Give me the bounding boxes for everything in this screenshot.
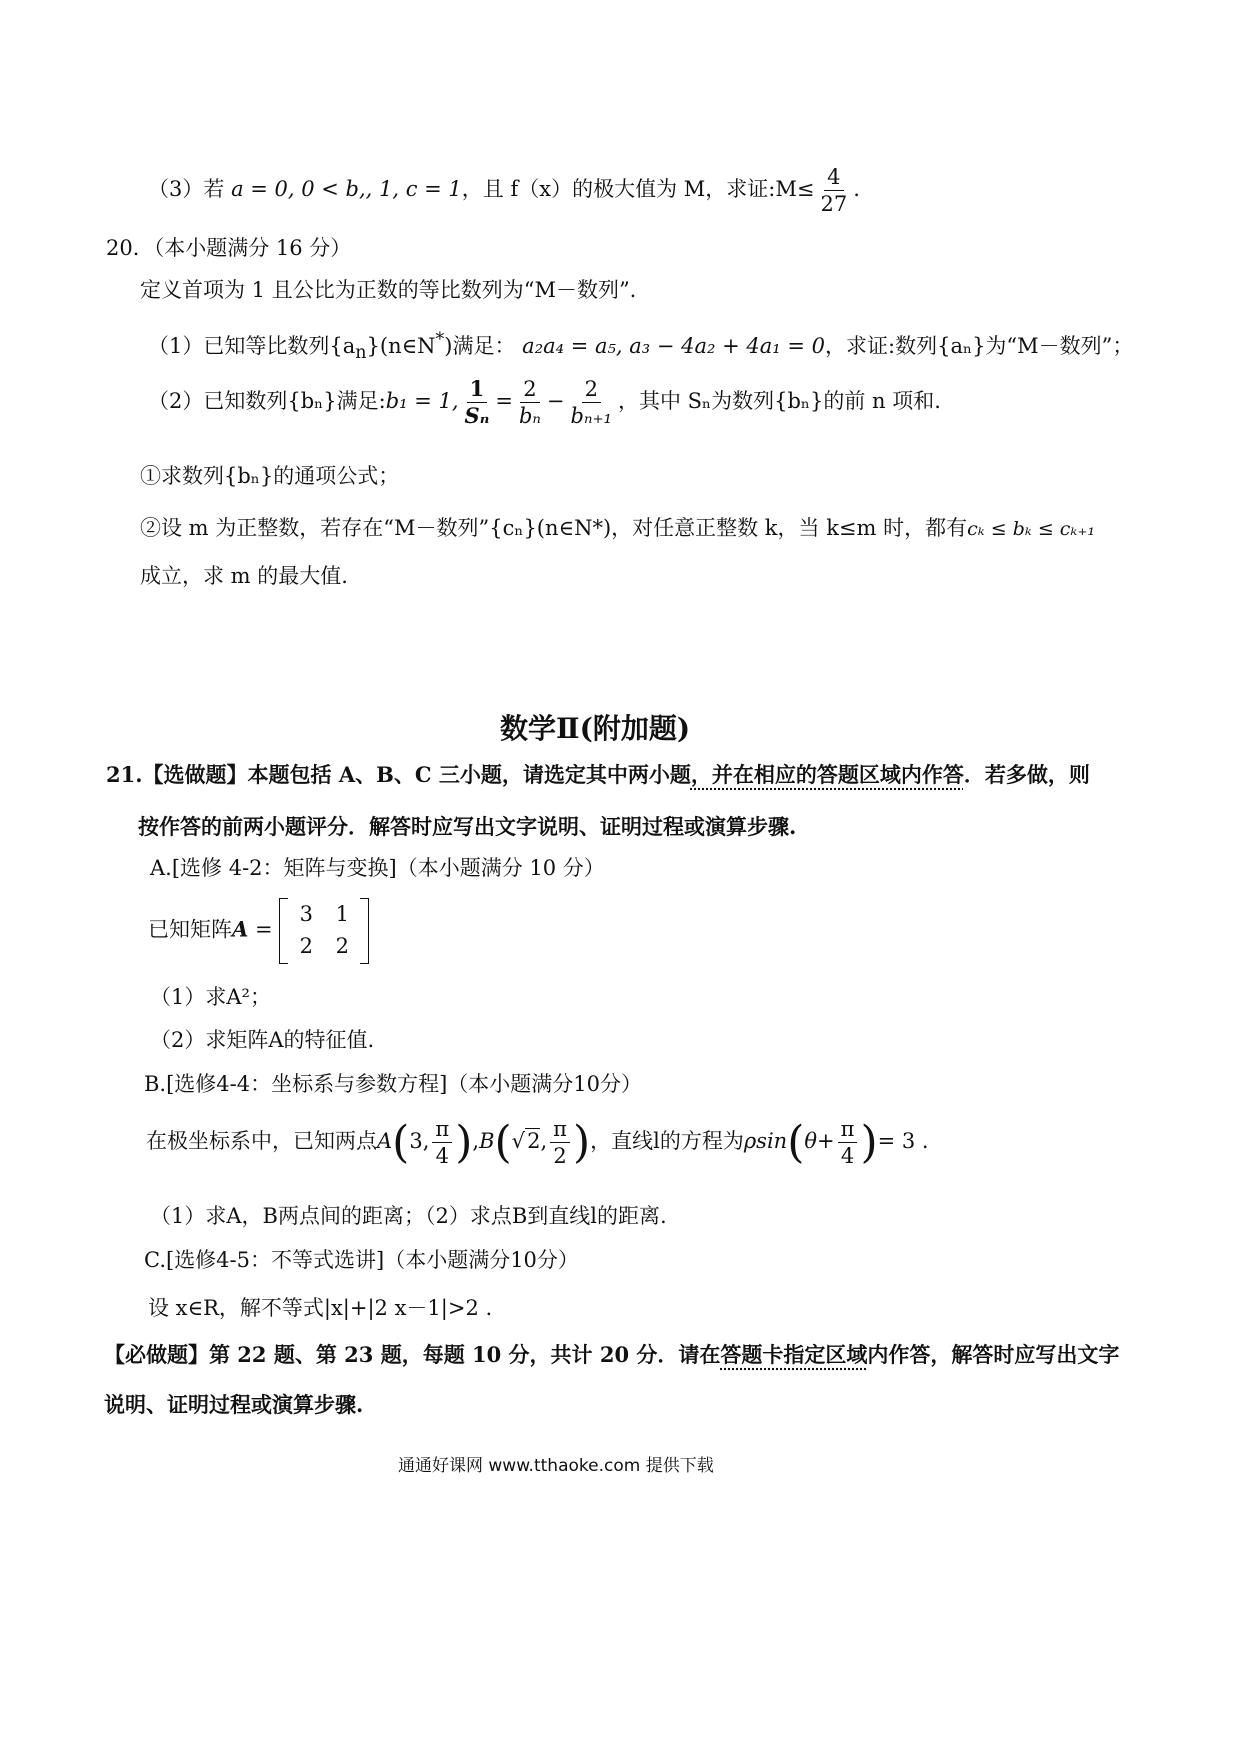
paren-open: ( [392, 1116, 410, 1168]
paren-close: ) [860, 1116, 878, 1168]
matrix-cell: 1 [335, 902, 349, 927]
q19-part3-end: . [853, 177, 860, 202]
q21-heading-main: 21.【选做题】本题包括 A、B、C 三小题，请选定其中两小题 [106, 762, 691, 787]
q21-B-line-frac [838, 1118, 858, 1167]
matrix-bracket-left [279, 898, 288, 964]
q21-B-line-text: ，直线l的方程为 [590, 1129, 744, 1154]
q21-B-point-A: A [377, 1129, 393, 1154]
q21-B-rho: ρsin [743, 1129, 788, 1154]
required-heading-tail: 内作答，解答时应写出文字 [867, 1342, 1120, 1367]
q20-p2-frac3 [568, 378, 615, 427]
q21-B-title: B.[选修4-4：坐标系与参数方程]（本小题满分10分） [144, 1072, 643, 1096]
frac-num: π [838, 1118, 858, 1143]
frac-den: 4 [435, 1144, 449, 1169]
q20-p2-b1: b₁ = 1, [385, 389, 459, 414]
q21-heading-emphasis: ，并在相应的答题区域内作答 [690, 762, 964, 787]
q21-heading-tail: ．若多做，则 [963, 762, 1090, 787]
q19-part3-statement: ，且 f（x）的极大值为 M，求证:M≤ [461, 177, 815, 202]
q20-sub2-pre: ②设 m 为正整数，若存在“M－数列”{cₙ}(n∈N*)，对任意正整数 k，当 k≤m 时，都有 [140, 516, 968, 540]
matrix-entries [288, 899, 360, 963]
q19-part3 [148, 166, 860, 215]
q20-sub2-inequality: cₖ ≤ bₖ ≤ cₖ₊₁ [967, 518, 1096, 540]
q20-p1-equation: a₂a₄ = a₅, a₃ − 4a₂ + 4a₁ = 0 [522, 334, 826, 358]
matrix-cell: 2 [335, 934, 349, 959]
q21-B-theta: θ+ [804, 1129, 835, 1154]
frac-num: π [432, 1118, 452, 1143]
q21-A-given: 已知矩阵A = 3 1 2 2 [148, 898, 369, 964]
q20-p2-frac1 [462, 378, 493, 427]
q21-B-A-frac [432, 1118, 452, 1167]
q20-sub2 [140, 516, 1095, 541]
q20-p1-sub: n [355, 343, 367, 364]
q20-p2-frac3-num: 2 [582, 378, 601, 403]
q21-B-sqrt-value: 2 [527, 1129, 541, 1154]
q20-p2-frac2-num: 2 [520, 378, 539, 403]
q21-A-given-text: 已知矩阵 [148, 917, 232, 942]
required-heading-emphasis: 答题卡指定区域 [720, 1342, 868, 1367]
paren-close: ) [455, 1116, 473, 1168]
matrix-cell: 2 [299, 934, 313, 959]
q20-p1-post: ，求证:数列{aₙ}为“M－数列”； [825, 334, 1134, 358]
page-footer: 通通好课网 www.tthaoke.com 提供下载 [398, 1456, 714, 1476]
q21-A-q2: （2）求矩阵A的特征值. [150, 1028, 375, 1052]
required-heading [104, 1342, 1119, 1367]
q21-C-title: C.[选修4-5：不等式选讲]（本小题满分10分） [144, 1248, 579, 1272]
q20-p1-mid: }(n∈N [366, 334, 436, 358]
required-heading-line2: 说明、证明过程或演算步骤. [104, 1392, 364, 1417]
q21-B-eq3: = 3 . [877, 1129, 929, 1154]
q21-A-symbol: A [232, 916, 249, 942]
q20-sub1: ①求数列{bₙ}的通项公式； [140, 464, 400, 488]
q19-part3-label: （3）若 [148, 177, 225, 202]
frac-num: π [550, 1118, 570, 1143]
q21-C-body: 设 x∈R，解不等式|x|+|2 x－1|>2 . [148, 1296, 493, 1320]
q21-heading [106, 762, 1090, 787]
q21-B-pre: 在极坐标系中，已知两点 [146, 1129, 377, 1154]
q19-frac-num: 4 [824, 166, 843, 191]
paren-open: ( [494, 1116, 512, 1168]
q19-frac-den: 27 [820, 192, 848, 217]
section-title: 数学Ⅱ(附加题) [500, 712, 691, 745]
q20-p1-sup: * [435, 330, 445, 350]
q20-p1-mid2: )满足： [444, 334, 516, 358]
q21-A-title: A.[选修 4-2：矩阵与变换]（本小题满分 10 分） [150, 856, 605, 880]
q21-A-q1: （1）求A²； [150, 985, 271, 1009]
q20-definition: 定义首项为 1 且公比为正数的等比数列为“M－数列”. [140, 278, 637, 302]
q20-p2-pre: （2）已知数列{bₙ}满足: [148, 389, 386, 414]
q19-part3-fraction [817, 166, 850, 215]
q20-p2-frac2-den: bₙ [518, 404, 541, 429]
q21-B-B-frac [550, 1118, 570, 1167]
q21-B-A-value: 3, [409, 1129, 430, 1154]
q20-part1 [148, 330, 1133, 364]
q20-sub2-end: 成立，求 m 的最大值. [140, 564, 348, 588]
q21-A-matrix [279, 898, 369, 964]
q20-header: 20．（本小题满分 16 分） [106, 236, 352, 260]
q21-B-given: 在极坐标系中，已知两点A(3, $\frac{\pi}{4}$ ),B(√2, $\frac{\pi}{2}$ )，直线l的方程为ρsin(θ+ $\frac{\pi}{4}$ )= 3 . [146, 1116, 929, 1169]
matrix-cell: 3 [299, 902, 313, 927]
frac-den: 2 [553, 1144, 567, 1169]
q20-p2-post: ，其中 Sₙ为数列{bₙ}的前 n 项和. [617, 389, 941, 414]
q20-p2-frac1-den: Sₙ [464, 403, 490, 429]
q21-B-questions: （1）求A，B两点间的距离；（2）求点B到直线l的距离. [150, 1204, 667, 1228]
frac-den: 4 [840, 1144, 855, 1169]
required-heading-main: 【必做题】第 22 题、第 23 题，每题 10 分，共计 20 分．请在 [104, 1342, 721, 1367]
q21-B-point-B: B [479, 1129, 495, 1154]
q20-p2-frac3-den: bₙ₊₁ [570, 404, 612, 429]
q21-heading-line2: 按作答的前两小题评分．解答时应写出文字说明、证明过程或演算步骤. [138, 814, 797, 839]
paren-close: ) [572, 1116, 591, 1168]
paren-open: ( [787, 1116, 805, 1168]
q20-part2: （2）已知数列{bₙ}满足:b₁ = 1, $\frac{1}{\text{Sₙ}}$ = $\frac{2}{\text{bₙ}}$ − $\frac{2}{\text{bₙ₊₁}}$ ，其中 Sₙ为数列{bₙ}的前 n 项和. [148, 376, 941, 429]
q19-part3-condition: a = 0, 0 < b,, 1, c = 1 [231, 177, 462, 202]
q20-p2-frac2 [516, 378, 544, 427]
q20-p2-frac1-num: 1 [467, 378, 488, 403]
matrix-bracket-right [360, 898, 369, 964]
q20-p1-pre: （1）已知等比数列{a [148, 334, 356, 358]
